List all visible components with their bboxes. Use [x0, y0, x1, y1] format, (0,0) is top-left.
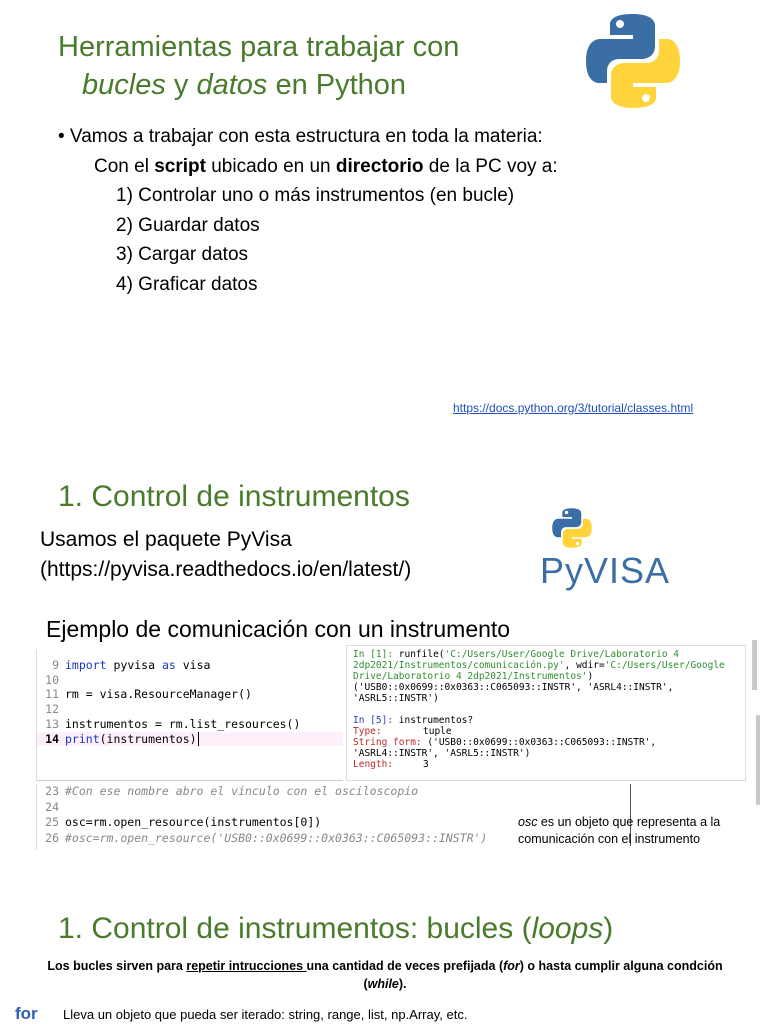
list-item: 4) Graficar datos — [116, 273, 258, 295]
code-keyword: print — [65, 731, 100, 746]
code-line — [37, 831, 511, 847]
desc-text: una cantidad de veces prefijada ( — [306, 959, 504, 973]
console-arg: 'C:/Users/User/Google Drive/Laboratorio 4 2dp2021/Instrumentos/comunicación.py' — [353, 649, 680, 671]
pyvisa-logo-text: PyVISA — [540, 550, 671, 591]
code-text: pyvisa — [106, 658, 162, 672]
console-out1: ('USB0::0x0699::0x0363::C065093::INSTR', 'ASRL4::INSTR', 'ASRL5::INSTR') — [353, 682, 674, 704]
python-logo-icon — [583, 12, 683, 110]
line-number: 10 — [45, 672, 59, 687]
line-number: 12 — [45, 702, 59, 717]
code-editor-2 — [36, 784, 511, 850]
intro-line2: (https://pyvisa.readthedocs.io/en/latest/) — [40, 558, 412, 581]
note-osc: osc — [518, 815, 538, 829]
line-number: 9 — [52, 658, 59, 672]
console-command: runfile( — [393, 649, 445, 660]
desc-text: Los bucles sirven para — [47, 959, 187, 973]
line-number: 13 — [45, 716, 59, 731]
code-line — [37, 784, 511, 800]
code-line — [37, 702, 343, 717]
title-word-bucles: bucles — [82, 69, 166, 101]
console-value: ('USB0::0x0699::0x0363::C065093::INSTR', 'ASRL4::INSTR', 'ASRL5::INSTR') — [353, 737, 657, 759]
title-part: ) — [603, 912, 614, 945]
sub-text-directorio: directorio — [335, 155, 424, 177]
example-title: Ejemplo de comunicación con un instrumento — [46, 616, 511, 642]
desc-text: ). — [398, 977, 407, 991]
title-part: 1. Control de instrumentos: bucles ( — [58, 912, 532, 945]
editor-scrollbar[interactable] — [756, 715, 760, 805]
desc-underlined: repetir intrucciones — [186, 959, 307, 973]
title-word-datos: datos — [196, 69, 268, 101]
title-loops: loops — [531, 912, 604, 945]
code-line — [37, 815, 511, 831]
line-number: 11 — [45, 687, 59, 702]
note-text: es un objeto que representa a la comunicación con el instrumento — [518, 815, 721, 846]
console-arg: 'C:/Users/User/Google Drive/Laboratorio 4 2dp2021/Instrumentos' — [353, 660, 725, 682]
code-keyword: as — [161, 658, 176, 672]
console-length — [353, 759, 739, 770]
for-label: for — [15, 1004, 38, 1023]
slide1-bullets — [58, 122, 558, 299]
slide2-title: 1. Control de instrumentos — [58, 480, 410, 513]
text-cursor — [198, 732, 199, 746]
slide1-title — [58, 28, 459, 104]
code-text: rm = visa.ResourceManager() — [65, 687, 252, 702]
console-scrollbar[interactable] — [752, 640, 757, 690]
console-label: Type: — [353, 726, 382, 737]
code-text: (instrumentos) — [99, 731, 197, 746]
title-word-y: y — [165, 69, 197, 101]
console-command: , wdir= — [564, 660, 605, 671]
line-number: 23 — [45, 784, 59, 798]
ipython-console — [346, 645, 746, 781]
osc-note — [518, 814, 740, 848]
pyvisa-python-logo-icon — [551, 507, 593, 549]
console-label: Length: — [353, 759, 394, 770]
code-keyword: import — [65, 658, 107, 672]
console-label: String form: — [353, 737, 422, 748]
slide2-intro — [40, 525, 411, 585]
python-docs-link[interactable]: https://docs.python.org/3/tutorial/classes.html — [453, 401, 694, 415]
sub-text-e: de la PC voy a: — [423, 155, 558, 177]
bullet-main: • Vamos a trabajar con esta estructura en toda la materia: — [58, 126, 543, 147]
desc-while: while — [367, 977, 399, 991]
code-text: osc=rm.open_resource(instrumentos[0]) — [65, 815, 322, 829]
code-line — [37, 717, 343, 732]
intro-line1: Usamos el paquete PyVisa — [40, 528, 292, 551]
title-line2 — [58, 66, 459, 104]
code-line — [37, 673, 343, 688]
list-item: 2) Guardar datos — [116, 214, 260, 236]
list-item: 3) Cargar datos — [116, 244, 249, 265]
console-value: tuple — [423, 726, 452, 737]
console-command: ) — [587, 671, 594, 682]
title-line1: Herramientas para trabajar con — [58, 31, 460, 63]
console-string-form — [353, 737, 739, 759]
console-value: 3 — [423, 759, 429, 770]
sub-text-c: ubicado en un — [205, 155, 336, 177]
line-number: 25 — [45, 815, 59, 829]
desc-text: ) o hasta cumplir alguna condción ( — [363, 959, 723, 991]
sub-text-a: Con el — [94, 155, 155, 177]
code-line-active — [37, 732, 343, 747]
slide3-title — [58, 912, 613, 946]
code-editor-1 — [36, 650, 343, 781]
line-number: 24 — [45, 799, 59, 814]
console-prompt: In [5]: — [353, 715, 394, 726]
loops-description — [30, 957, 740, 993]
console-in1 — [353, 649, 739, 682]
console-command: instrumentos? — [393, 715, 474, 726]
code-text: visa — [175, 658, 211, 672]
title-word-python: en Python — [267, 69, 407, 101]
console-type — [353, 726, 739, 737]
sub-text-script: script — [154, 155, 206, 177]
code-text: instrumentos = rm.list_resources() — [65, 716, 301, 731]
bullet-sub — [58, 152, 558, 182]
code-comment: #Con ese nombre abro el vínculo con el osciloscopio — [65, 784, 419, 798]
console-in5 — [353, 715, 739, 726]
for-description: Lleva un objeto que pueda ser iterado: string, range, list, np.Array, etc. — [63, 1007, 468, 1022]
line-number: 14 — [45, 731, 59, 746]
code-comment: #osc=rm.open_resource('USB0::0x0699::0x0363::C065093::INSTR') — [65, 830, 488, 845]
line-number: 26 — [45, 830, 59, 845]
code-line — [37, 687, 343, 702]
list-item: 1) Controlar uno o más instrumentos (en bucle) — [116, 185, 515, 206]
code-line — [37, 800, 511, 816]
code-line — [37, 658, 343, 673]
console-prompt: In [1]: — [353, 649, 394, 660]
desc-for: for — [503, 959, 520, 973]
